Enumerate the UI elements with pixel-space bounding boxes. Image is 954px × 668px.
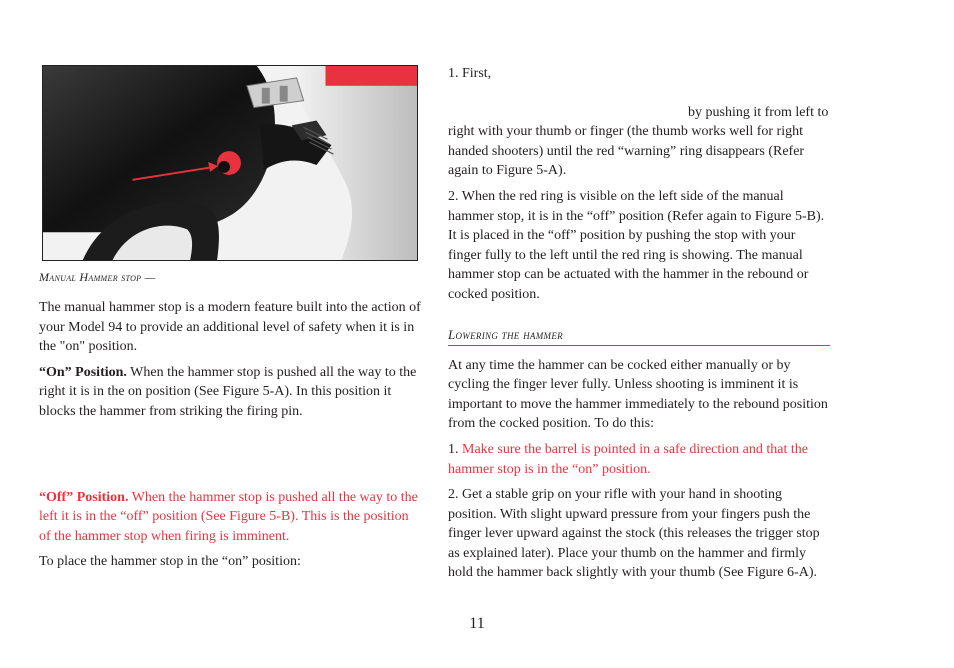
on-position-paragraph — [39, 363, 421, 422]
page-number: 11 — [469, 615, 485, 632]
off-position-paragraph — [39, 488, 421, 547]
on-position-text: When the hammer stop is pushed all the way to the right it is in the on position (See Figure 5-A). In this position it blocks the hammer from striking the firing pin. — [39, 364, 417, 419]
figure-photo — [42, 65, 418, 261]
lowering-step1 — [448, 440, 830, 479]
step1-paragraph — [448, 103, 830, 181]
step1-intro: 1. First, — [448, 66, 492, 81]
step1-text: by pushing it from left to right with your thumb or finger (the thumb works well for right handed shooters) until the red “warning” ring disappears (Refer again to Figure 5-A). — [448, 104, 829, 179]
lowering-step1-text: Make sure the barrel is pointed in a safe direction and that the hammer stop is in the “on” position. — [448, 441, 808, 477]
right-column — [448, 64, 830, 589]
lowering-intro: At any time the hammer can be cocked either manually or by cycling the finger lever fully. Unless shooting is imminent it is important to move the hammer immediately to the rebound position from the cocked position. To do this: — [448, 357, 828, 432]
step2-paragraph: 2. When the red ring is visible on the left side of the manual hammer stop, it is in the “off” position (Refer again to Figure 5-B). It is placed in the “off” position by pushing the stop with your finger fully to the left until the red ring is showing. The manual hammer stop can be actuated with the hammer in the rebound or cocked position. — [448, 188, 825, 302]
off-position-text: When the hammer stop is pushed all the way to the left it is in the “off” position (See Figure 5-B). This is the position of the hammer stop when firing is imminent. — [39, 489, 418, 544]
lowering-step2: 2. Get a stable grip on your rifle with your hand in shooting position. With slight upward pressure from your fingers push the finger lever upward against the stock (this releases the trigger stop as explained later). Place your thumb on the hammer and firmly hold the hammer back slightly with your thumb (See Figure 6-A). — [448, 487, 820, 581]
intro-paragraph: The manual hammer stop is a modern feature built into the action of your Model 94 to provide an additional level of safety when it is in the "on" position. — [39, 300, 421, 355]
figure-caption: Manual Hammer stop — — [39, 270, 156, 284]
lowering-step1-number: 1. — [448, 441, 462, 457]
receiver-illustration — [43, 66, 417, 260]
off-position-label: “Off” Position. — [39, 489, 129, 505]
to-place-paragraph: To place the hammer stop in the “on” position: — [39, 554, 301, 570]
left-column — [39, 298, 421, 578]
lowering-hammer-heading: Lowering the hammer — [448, 327, 830, 346]
on-position-label: “On” Position. — [39, 364, 127, 380]
